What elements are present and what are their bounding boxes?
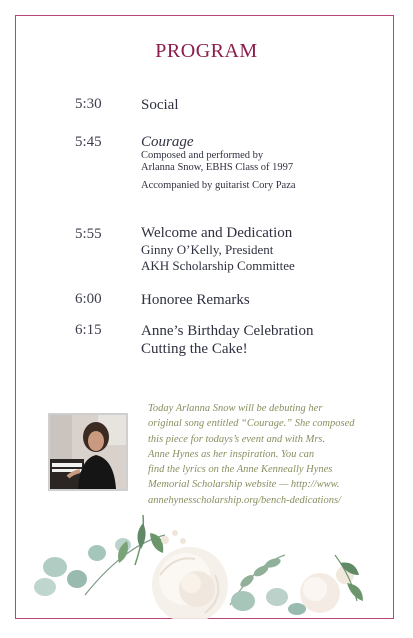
page-title: PROGRAM	[155, 40, 258, 62]
note-line: Memorial Scholarship website — http://www.	[148, 479, 340, 491]
note-line: this piece for todays’s event and with Mrs.	[148, 433, 326, 445]
program-item-title: Anne’s Birthday Celebration	[141, 323, 314, 339]
program-time: 6:00	[75, 291, 102, 307]
program-item-title-line2: Cutting the Cake!	[141, 341, 248, 357]
note-line: annehynesscholarship.org/bench-dedications/	[148, 494, 341, 506]
program-item-accompaniment: Accompanied by guitarist Cory Paza	[141, 180, 296, 191]
program-item-detail: Composed and performed by	[141, 150, 264, 161]
program-item-title: Honoree Remarks	[141, 292, 250, 308]
program-time: 6:15	[75, 322, 102, 338]
program-time: 5:45	[75, 134, 102, 150]
performer-photo	[48, 413, 128, 491]
program-item-title: Courage	[141, 134, 194, 150]
program-time: 5:30	[75, 96, 102, 112]
note-line: find the lyrics on the Anne Kenneally Hynes	[148, 464, 333, 476]
note-line: Anne Hynes as her inspiration. You can	[148, 448, 315, 460]
program-item-title: Welcome and Dedication	[141, 225, 293, 241]
note-line: Today Arlanna Snow will be debuting her	[148, 403, 323, 414]
floral-decoration-icon	[15, 505, 394, 619]
performer-at-piano-icon	[50, 415, 126, 489]
performance-note	[148, 401, 380, 508]
program-item-detail: Arlanna Snow, EBHS Class of 1997	[141, 162, 294, 173]
program-item-detail: Ginny O’Kelly, President	[141, 242, 274, 257]
program-time: 5:55	[75, 226, 102, 242]
program-item-detail: AKH Scholarship Committee	[141, 258, 295, 273]
note-line: original song entitled “Courage.” She composed	[148, 418, 355, 430]
program-item-title: Social	[141, 97, 179, 113]
